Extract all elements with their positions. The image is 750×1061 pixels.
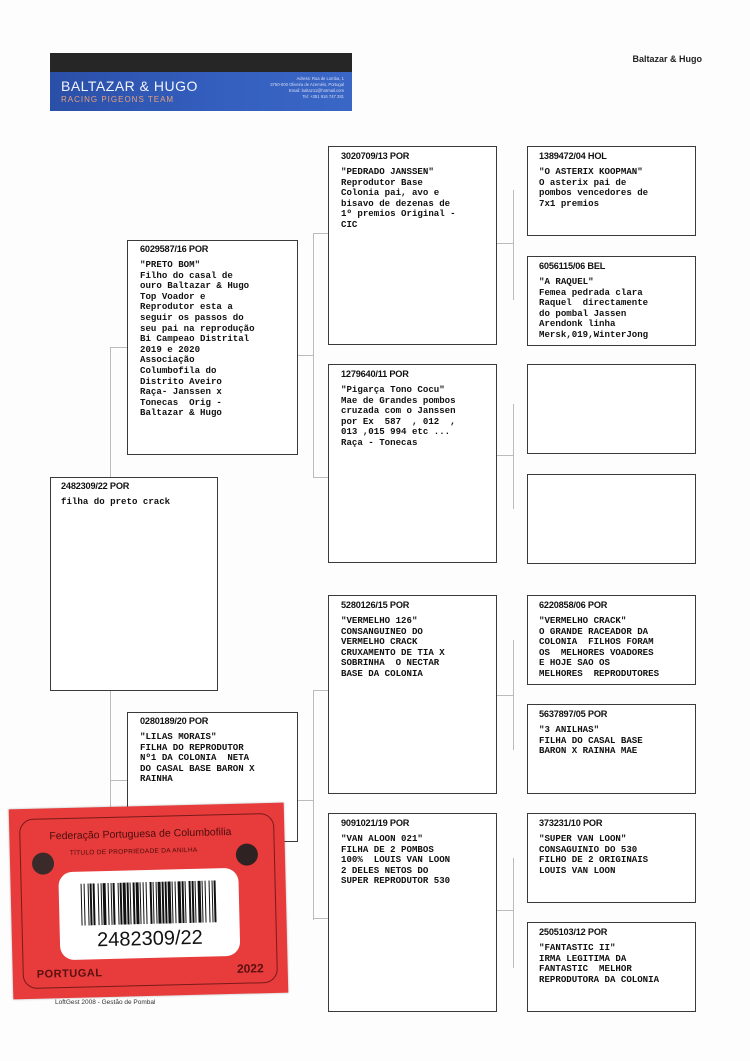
ring-number: 6029587/16 POR [140,244,209,254]
connector-line [298,800,313,801]
ring-number: 373231/10 POR [539,818,603,828]
barcode-panel [58,868,240,960]
ring-ownership-certificate [9,803,289,1000]
certificate-ring-number: 2482309/22 [96,926,204,952]
pigeon-description: "PEDRADO JANSSEN" Reprodutor Base Colonia pai, avo e bisavo de dezenas de 1º premios Original - CIC [341,166,456,230]
great-grandparent-box [527,595,696,685]
connector-line [497,243,513,244]
pigeon-description: "LILAS MORAIS" FILHA DO REPRODUTOR Nº1 DA COLONIA NETA DO CASAL BASE BARON X RAINHA [140,731,255,785]
pigeon-description: "VAN ALOON 021" FILHA DE 2 POMBOS 100% LOUIS VAN LOON 2 DELES NETOS DO SUPER REPRODUTOR 530 [341,833,451,887]
connector-line [313,690,328,691]
ring-number: 1279640/11 POR [341,369,409,379]
software-footer: LoftGest 2008 - Gestão de Pombal [55,999,156,1006]
connector-line [497,910,513,911]
pigeon-description: "VERMELHO 126" CONSANGUINEO DO VERMELHO CRACK CRUXAMENTO DE TIA X SOBRINHA O NECTAR BASE DA COLONIA [341,615,445,679]
connector-line [110,347,127,348]
connector-line [497,455,513,456]
pigeon-description: "SUPER VAN LOON" CONSAGUINIO DO 530 FILHO DE 2 ORIGINAIS LOUIS VAN LOON [539,833,649,876]
pigeon-description: "O ASTERIX KOOPMAN" O asterix pai de pombos vencedores de 7x1 premios [539,166,649,209]
ring-number: 2505103/12 POR [539,927,608,937]
pigeon-description: "A RAQUEL" Femea pedrada clara Raquel directamente do pombal Jassen Arendonk linha Mersk,019,WinterJong [539,276,649,340]
connector-line [313,233,314,478]
connector-line [110,780,127,781]
great-grandparent-box-empty [527,364,696,454]
great-grandparent-box [527,704,696,794]
dam-sire-box [328,595,497,794]
great-grandparent-box [527,813,696,903]
subject-box [50,477,218,691]
great-grandparent-box [527,256,696,346]
owner-name: Baltazar & Hugo [632,54,702,64]
ring-number: 6056115/06 BEL [539,261,606,271]
barcode-icon [79,880,220,925]
sire-sire-box [328,146,497,345]
sire-box [127,240,298,455]
connector-line [513,404,514,509]
ring-number: 3020709/13 POR [341,151,410,161]
contact-line: 3750-000 Oliveira de Azeméis, Portugal [270,82,344,87]
connector-line [110,347,111,477]
pigeon-description: "3 ANILHAS" FILHA DO CASAL BASE BARON X RAINHA MAE [539,724,643,757]
great-grandparent-box-empty [527,474,696,564]
connector-line [110,690,111,810]
certificate-title: TÍTULO DE PROPRIEDADE DA ANILHA [69,846,198,857]
connector-line [513,190,514,300]
header-banner [50,53,352,111]
connector-line [313,233,328,234]
brand-name: BALTAZAR & HUGO [61,78,198,94]
banner-top-strip [50,53,352,72]
federation-name: Federação Portuguesa de Columbofilia [49,825,232,843]
connector-line [497,695,513,696]
ring-number: 5280126/15 POR [341,600,410,610]
pigeon-description: "PRETO BOM" Filho do casal de ouro Baltazar & Hugo Top Voador e Reprodutor esta a seguir os passos do seu pai na reprodução Bi Campeao Distrital 2019 e 2020 Associação Columbofila do Distrito Aveiro Raça- Janssen x Tonecas Orig - Baltazar & Hugo [140,259,255,419]
connector-line [513,640,514,750]
contact-line: Tel: +351 916 747 281 [302,94,344,99]
connector-line [298,355,313,356]
ring-number: 5637897/05 POR [539,709,608,719]
ring-number: 9091021/19 POR [341,818,410,828]
pigeon-description: "FANTASTIC II" IRMA LEGITIMA DA FANTASTIC MELHOR REPRODUTORA DA COLONIA [539,942,660,985]
certificate-year: 2022 [236,961,264,976]
pigeon-description: filha do preto crack [61,496,171,507]
ring-number: 6220858/06 POR [539,600,608,610]
banner-body [50,72,352,111]
ring-number: 0280189/20 POR [140,716,209,726]
great-grandparent-box [527,146,696,236]
connector-line [313,477,328,478]
great-grandparent-box [527,922,696,1012]
pigeon-description: "VERMELHO CRACK" O GRANDE RACEADOR DA COLONIA FILHOS FORAM OS MELHORES VOADORES E HOJE SAO OS MELHORES REPRODUTORES [539,615,660,679]
connector-line [313,918,328,919]
brand-tagline: RACING PIGEONS TEAM [61,95,175,104]
contact-line: Adress: Rua de Lomba, 1 [296,76,344,81]
dam-dam-box [328,813,497,1012]
sire-dam-box [328,364,497,563]
contact-line: Email: baltaz11@hotmail.com [288,88,344,93]
connector-line [513,858,514,968]
connector-line [313,690,314,920]
pigeon-description: "Pigarça Tono Cocu" Mae de Grandes pombos cruzada com o Janssen por Ex 587 , 012 , 013 ,015 994 etc ... Raça - Tonecas [341,384,456,448]
ring-number: 1389472/04 HOL [539,151,607,161]
certificate-country: PORTUGAL [36,967,103,981]
contact-info [270,76,344,100]
ring-number: 2482309/22 POR [61,481,130,491]
